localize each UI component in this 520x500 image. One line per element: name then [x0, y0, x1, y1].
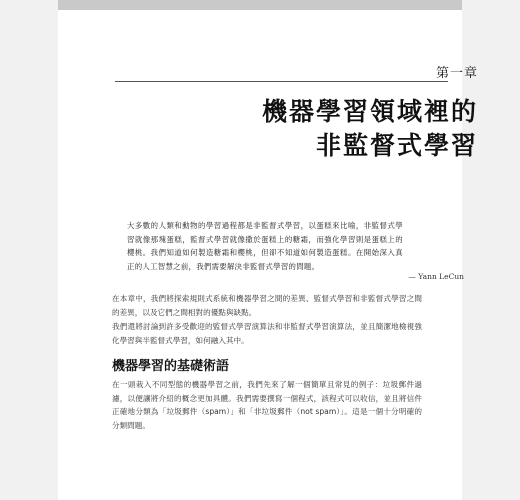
chapter-title-line-2: 非監督式學習	[315, 131, 478, 160]
page-top-edge	[58, 0, 462, 10]
chapter-title-line-1: 機器學習領域裡的	[261, 97, 478, 126]
epigraph-attribution: — Yann LeCun	[408, 272, 464, 281]
section-paragraph: 在一頭栽入不同型態的機器學習之前，我們先來了解一個簡單且常見的例子：垃圾郵件過濾，以便讓將介紹的概念更加具體。我們需要撰寫一個程式，該程式可以收信，並且將信件正確地分類為「垃圾郵件（spam）」和「非垃圾郵件（not spam）」。這是一個十分明確的分類問題。	[112, 380, 422, 430]
chapter-title	[158, 95, 478, 163]
section-heading: 機器學習的基礎術語	[112, 359, 230, 374]
intro-paragraph-1: 在本章中，我們將探索規則式系統和機器學習之間的差異、監督式學習和非監督式學習之間的差異，以及它們之間相對的優點與缺點。	[112, 294, 422, 317]
chapter-divider	[115, 81, 448, 82]
intro-paragraph-2: 我們還將討論到許多受歡迎的監督式學習演算法和非監督式學習演算法，並且簡潔地檢視強化學習與半監督式學習，如何融入其中。	[112, 322, 422, 345]
chapter-label: 第一章	[435, 66, 478, 81]
epigraph-quote: 大多數的人類和動物的學習過程都是非監督式學習，以蛋糕來比喻，非監督式學習就像那塊蛋糕，監督式學習就像撒於蛋糕上的糖霜，而強化學習則是蛋糕上的櫻桃。我們知道如何製造糖霜和櫻桃，但卻不知道如何製造蛋糕。在開始深入真正的人工智慧之前，我們需要解決非監督式學習的問題。	[127, 221, 403, 272]
